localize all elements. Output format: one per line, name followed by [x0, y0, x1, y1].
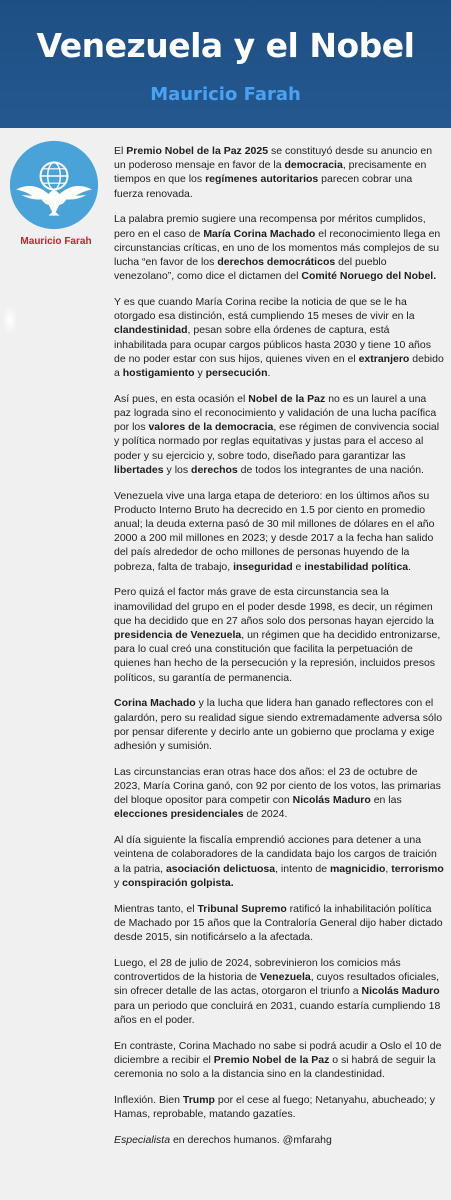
bold-text: Comité Noruego del Nobel.: [301, 270, 437, 283]
text-run: El: [114, 145, 127, 157]
text-run: por el cese al fuego; Netanyahu, abucheado; y Hamas, reprobable, matando gazatíes.: [114, 1093, 436, 1120]
italic-text: Especialista: [114, 1133, 171, 1146]
article-paragraph: [114, 1093, 444, 1121]
text-run: debido a: [114, 352, 444, 380]
image-artifact: [2, 305, 18, 335]
article-body: [114, 144, 444, 1159]
bold-text: Trump: [182, 1093, 215, 1106]
text-run: .: [267, 367, 271, 380]
text-run: de todos los integrantes de una nación.: [237, 463, 424, 476]
bold-text: Tribunal Supremo: [197, 902, 287, 915]
bold-text: regímenes autoritarios: [205, 173, 319, 186]
article-paragraph: [114, 696, 444, 753]
bold-text: clandestinidad: [114, 324, 188, 337]
text-run: y los: [163, 463, 192, 476]
text-run: y: [194, 367, 206, 380]
article-paragraph: [114, 765, 444, 822]
text-run: para un periodo que concluirá en 2031, cuando estaría cumpliendo 18 años en el poder.: [114, 999, 441, 1026]
article-paragraph: [114, 144, 444, 201]
page-title: Venezuela y el Nobel: [36, 26, 415, 65]
text-run: o si habrá de seguir la ceremonia no solo a la distancia sino en la clandestinidad.: [114, 1053, 436, 1080]
text-run: , ese régimen de convivencia social y política normado por reglas equitativas y justas para el acceso al poder y su ejercicio y, sobre todo, diseñado para garantizar las: [114, 421, 440, 462]
text-run: , un régimen que ha decidido entronizarse, para lo cual creó una constitución que facilita la perpetuación de quienes han hecho de la persecución y la represión, incluidos presos políticos, su garantía de permanencia.: [114, 629, 441, 684]
text-run: y la lucha que lidera han ganado reflectores con el galardón, pero su realidad sigue siendo extremadamente adversa sólo por pensar diferente y decirlo ante un gobierno que proclama y exige adhesión y sumisión.: [114, 697, 443, 753]
text-run: , precisamente en tiempos en que los: [114, 159, 427, 186]
text-run: y: [114, 876, 123, 889]
text-run: e: [292, 560, 305, 573]
text-run: .: [408, 560, 412, 573]
author-name: Mauricio Farah: [20, 236, 92, 247]
text-run: , cuyos resultados oficiales, sin ofrecer detalle de las actas, otorgaron el triunfo a: [114, 971, 440, 998]
article-paragraph: [114, 902, 444, 945]
page-subtitle: Mauricio Farah: [150, 84, 301, 105]
article-paragraph: [114, 392, 444, 477]
bold-text: María Corina Machado: [203, 227, 316, 240]
bold-text: Premio Nobel de la Paz: [213, 1053, 330, 1066]
text-run: Al día siguiente la fiscalía emprendió acciones para detener a una veintena de colaboradores de la candidata bajo los cargos de traición a la patria,: [114, 834, 437, 875]
text-run: Y es que cuando María Corina recibe la noticia de que se le ha otorgado esa distinción, está cumpliendo 15 meses de vivir en la: [114, 296, 415, 323]
bold-text: Venezuela: [259, 971, 311, 984]
text-run: parecen cobrar una fuerza renovada.: [114, 173, 413, 200]
text-run: en derechos humanos. @mfarahg: [170, 1133, 332, 1146]
article-paragraph: [114, 585, 444, 684]
bold-text: Nicolás Maduro: [361, 985, 440, 998]
bold-text: Corina Machado: [114, 697, 196, 710]
text-run: del pueblo venezolano”, como dice el dictamen del: [114, 256, 387, 283]
header-banner: [0, 0, 451, 128]
article-paragraph: [114, 212, 444, 283]
bold-text: persecución: [205, 367, 268, 380]
bold-text: extranjero: [358, 352, 410, 365]
eagle-globe-emblem-icon: [9, 140, 99, 230]
article-paragraph: [114, 833, 444, 890]
article-paragraph: [114, 489, 444, 574]
text-run: La palabra premio sugiere una recompensa por méritos cumplidos, pero en el caso de: [114, 213, 426, 240]
article-paragraph: [114, 1039, 444, 1082]
text-run: no es un laurel a una paz lograda sino el reconocimiento y validación de una lucha pacífica por los: [114, 392, 437, 434]
article-paragraph: [114, 956, 444, 1027]
bold-text: inestabilidad política: [304, 560, 409, 573]
article-paragraph: [114, 1133, 444, 1147]
text-run: Luego, el 28 de julio de 2024, sobrevinieron los comicios más controvertidos de la historia de: [114, 956, 401, 984]
text-run: Inflexión. Bien: [114, 1093, 183, 1106]
bold-text: Premio Nobel de la Paz 2025: [126, 145, 269, 157]
text-run: en las: [370, 794, 402, 807]
bold-text: elecciones presidenciales: [114, 808, 244, 821]
bold-text: presidencia de Venezuela: [114, 629, 242, 642]
text-run: el reconocimiento llega en circunstancias críticas, en uno de los momentos más complejos de su lucha “en favor de los: [114, 227, 441, 269]
bold-text: asociación delictuosa: [165, 862, 276, 875]
text-run: Así pues, en esta ocasión el: [114, 392, 249, 405]
author-box: [8, 140, 104, 247]
bold-text: democracia: [284, 159, 343, 172]
bold-text: conspiración golpista.: [122, 876, 234, 889]
text-run: Pero quizá el factor más grave de esta circunstancia sea la inamovilidad del grupo en el poder desde 1998, es decir, un régimen que ha decidido que en 27 años solo dos personas hayan ejercido la: [114, 586, 434, 627]
text-run: se constituyó desde su anuncio en un poderoso mensaje en favor de la: [114, 145, 433, 172]
bold-text: terrorismo: [391, 862, 444, 875]
bold-text: Nicolás Maduro: [292, 794, 371, 807]
text-run: ,: [385, 862, 392, 875]
text-run: de 2024.: [243, 808, 288, 821]
bold-text: Nobel de la Paz: [248, 392, 326, 405]
bold-text: derechos: [191, 463, 238, 476]
bold-text: libertades: [114, 463, 164, 476]
text-run: En contraste, Corina Machado no sabe si podrá acudir a Oslo el 10 de diciembre a recibir el: [114, 1039, 442, 1066]
text-run: Venezuela vive una larga etapa de deterioro: en los últimos años su Producto Interno Bruto ha decrecido en 1.5 por ciento en promedio anual; la deuda externa pasó de 30 mil millones de dólares en el año 2000 a 200 mil millones en 2023; y desde 2017 a la fecha han salido del país alrededor de ocho millones de personas huyendo de la pobreza, falta de trabajo,: [114, 489, 435, 573]
text-run: Mientras tanto, el: [114, 902, 198, 915]
article-paragraph: [114, 295, 444, 380]
text-run: , intento de: [275, 862, 330, 875]
bold-text: inseguridad: [233, 560, 293, 573]
bold-text: derechos democráticos: [217, 256, 336, 269]
text-run: Las circunstancias eran otras hace dos años: el 23 de octubre de 2023, María Corina ganó, con 92 por ciento de los votos, las primarias del bloque opositor para competir con: [114, 765, 441, 807]
bold-text: magnicidio: [329, 862, 386, 875]
text-run: ratificó la inhabilitación política de Machado por 15 años que la Contraloría General dijo haber dictado desde 2015, sin notificárselo a la afectada.: [114, 902, 443, 944]
bold-text: hostigamiento: [122, 367, 195, 380]
bold-text: valores de la democracia: [148, 421, 274, 434]
text-run: , pesan sobre ella órdenes de captura, está inhabilitada para ocupar cargos públicos hasta 2030 y tiene 10 años de no poder estar con sus hijos, quienes viven en el: [114, 324, 431, 365]
